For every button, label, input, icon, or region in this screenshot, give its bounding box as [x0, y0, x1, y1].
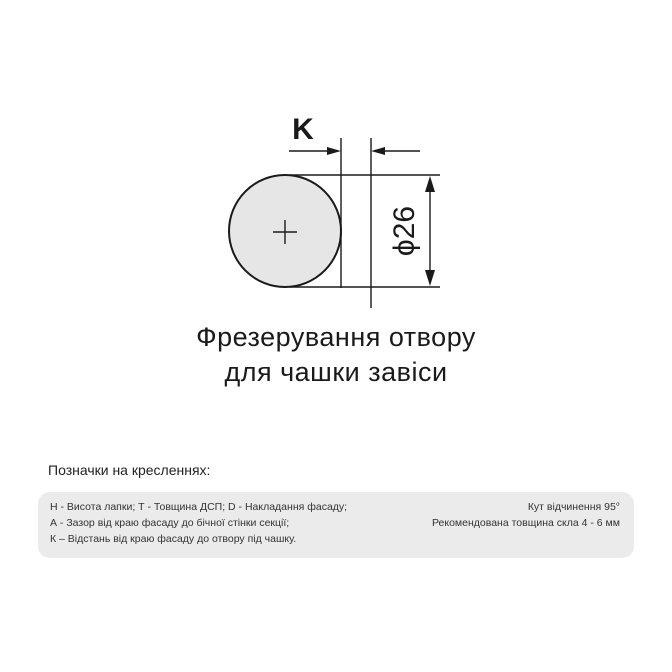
- legend-box: [38, 492, 634, 558]
- diameter-arrow-top: [425, 176, 435, 192]
- legend-left-line-3: К – Відстань від краю фасаду до отвору під чашку.: [50, 533, 297, 545]
- legend-right-line-2: Рекомендована товщина скла 4 - 6 мм: [432, 517, 620, 529]
- caption-line-2: для чашки завіси: [224, 357, 448, 387]
- k-dimension-label: K: [292, 113, 314, 146]
- k-arrow-left-head: [327, 147, 341, 155]
- caption-line-1: Фрезерування отвору: [196, 322, 476, 352]
- legend-right-line-1: Кут відчинення 95°: [527, 501, 620, 513]
- legend-left-line-1: Н - Висота лапки; Т - Товщина ДСП; D - Накладання фасаду;: [50, 501, 348, 513]
- k-arrow-right-head: [371, 147, 385, 155]
- diameter-label: ϕ26: [388, 205, 421, 257]
- legend-left-line-2: А - Зазор від краю фасаду до бічної стінки секції;: [50, 517, 290, 529]
- legend-title: Позначки на кресленнях:: [48, 462, 211, 478]
- diameter-arrow-bottom: [425, 270, 435, 286]
